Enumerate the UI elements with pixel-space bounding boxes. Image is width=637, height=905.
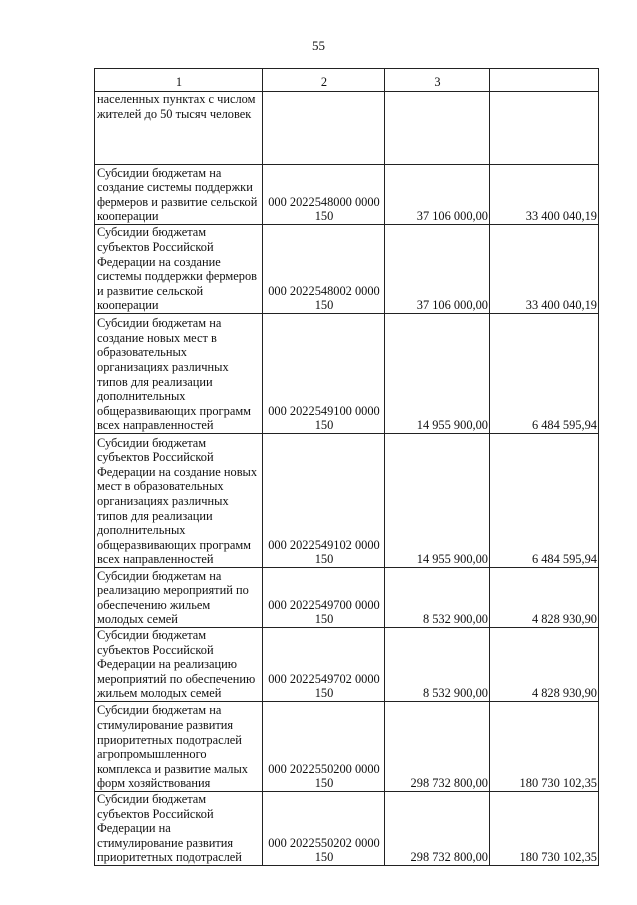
row-executed: 180 730 102,35 bbox=[490, 702, 599, 792]
row-code: 000 2022550202 0000 150 bbox=[263, 792, 385, 866]
table-row bbox=[95, 165, 599, 225]
column-header-1: 1 bbox=[95, 69, 263, 92]
row-executed: 4 828 930,90 bbox=[490, 628, 599, 702]
column-header-3: 3 bbox=[385, 69, 490, 92]
row-planned: 14 955 900,00 bbox=[385, 434, 490, 568]
row-executed: 4 828 930,90 bbox=[490, 568, 599, 628]
row-executed bbox=[490, 92, 599, 165]
row-name: населенных пунктах с числом жителей до 50 тысяч человек bbox=[95, 92, 263, 165]
row-planned bbox=[385, 92, 490, 165]
budget-table bbox=[94, 68, 599, 866]
row-code bbox=[263, 92, 385, 165]
row-name: Субсидии бюджетам субъектов Российской Федерации на реализацию мероприятий по обеспечению жильем молодых семей bbox=[95, 628, 263, 702]
row-executed: 6 484 595,94 bbox=[490, 314, 599, 434]
table-row bbox=[95, 314, 599, 434]
row-code: 000 2022549102 0000 150 bbox=[263, 434, 385, 568]
page-number: 55 bbox=[312, 38, 325, 53]
row-planned: 8 532 900,00 bbox=[385, 568, 490, 628]
row-planned: 14 955 900,00 bbox=[385, 314, 490, 434]
row-code: 000 2022548002 0000 150 bbox=[263, 225, 385, 314]
table-row bbox=[95, 702, 599, 792]
row-planned: 8 532 900,00 bbox=[385, 628, 490, 702]
row-name: Субсидии бюджетам субъектов Российской Федерации на стимулирование развития приоритетных подотраслей bbox=[95, 792, 263, 866]
row-code: 000 2022549700 0000 150 bbox=[263, 568, 385, 628]
row-name: Субсидии бюджетам субъектов Российской Федерации на создание системы поддержки фермеров и развитие сельской кооперации bbox=[95, 225, 263, 314]
row-executed: 6 484 595,94 bbox=[490, 434, 599, 568]
row-planned: 298 732 800,00 bbox=[385, 792, 490, 866]
table-row bbox=[95, 92, 599, 165]
table-row bbox=[95, 434, 599, 568]
row-code: 000 2022550200 0000 150 bbox=[263, 702, 385, 792]
row-executed: 33 400 040,19 bbox=[490, 225, 599, 314]
row-planned: 37 106 000,00 bbox=[385, 225, 490, 314]
table-row bbox=[95, 225, 599, 314]
row-planned: 37 106 000,00 bbox=[385, 165, 490, 225]
row-name: Субсидии бюджетам на реализацию мероприятий по обеспечению жильем молодых семей bbox=[95, 568, 263, 628]
row-name: Субсидии бюджетам на стимулирование развития приоритетных подотраслей агропромышленного комплекса и развитие малых форм хозяйствования bbox=[95, 702, 263, 792]
row-name: Субсидии бюджетам субъектов Российской Федерации на создание новых мест в образовательных организациях различных типов для реализации дополнительных общеразвивающих программ всех направленностей bbox=[95, 434, 263, 568]
table-header-row bbox=[95, 69, 599, 92]
table-row bbox=[95, 568, 599, 628]
table-row bbox=[95, 628, 599, 702]
row-executed: 33 400 040,19 bbox=[490, 165, 599, 225]
row-code: 000 2022549100 0000 150 bbox=[263, 314, 385, 434]
row-name: Субсидии бюджетам на создание новых мест в образовательных организациях различных типов для реализации дополнительных общеразвивающих программ всех направленностей bbox=[95, 314, 263, 434]
table-row bbox=[95, 792, 599, 866]
row-executed: 180 730 102,35 bbox=[490, 792, 599, 866]
row-name: Субсидии бюджетам на создание системы поддержки фермеров и развитие сельской кооперации bbox=[95, 165, 263, 225]
column-header-2: 2 bbox=[263, 69, 385, 92]
row-planned: 298 732 800,00 bbox=[385, 702, 490, 792]
row-code: 000 2022549702 0000 150 bbox=[263, 628, 385, 702]
row-code: 000 2022548000 0000 150 bbox=[263, 165, 385, 225]
column-header-4 bbox=[490, 69, 599, 92]
